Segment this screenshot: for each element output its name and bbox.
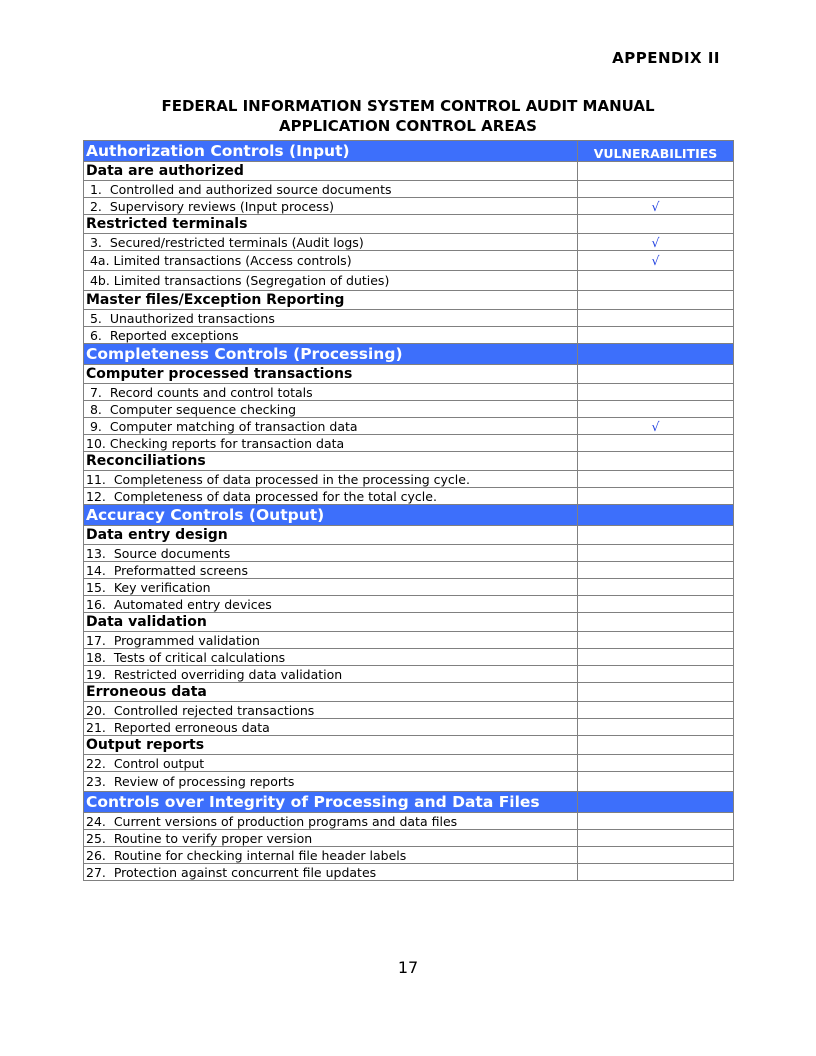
vulnerability-cell [578,310,734,327]
control-item-label: 6. Reported exceptions [84,327,578,344]
vulnerability-cell [578,830,734,847]
vulnerability-cell [578,215,734,234]
vulnerability-cell [578,613,734,632]
vulnerability-cell [578,813,734,830]
group-title: Master files/Exception Reporting [84,291,578,310]
table-row [84,562,734,579]
check-mark-icon: √ [651,198,660,214]
vulnerabilities-header-cell: VULNERABILITIES [578,141,734,162]
section-title: Completeness Controls (Processing) [84,344,578,365]
group-header-row [84,215,734,234]
control-item-label: 25. Routine to verify proper version [84,830,578,847]
vulnerability-cell [578,864,734,881]
table-row [84,596,734,613]
vulnerability-cell [578,384,734,401]
vulnerability-cell [578,251,734,271]
control-item-label: 19. Restricted overriding data validation [84,666,578,683]
table-row [84,488,734,505]
vulnerability-cell [578,181,734,198]
vulnerability-cell [578,234,734,251]
check-mark-icon: √ [651,253,660,268]
group-title: Restricted terminals [84,215,578,234]
control-item-label: 13. Source documents [84,545,578,562]
control-item-label: 27. Protection against concurrent file updates [84,864,578,881]
control-item-label: 11. Completeness of data processed in the processing cycle. [84,471,578,488]
table-row [84,847,734,864]
check-mark-icon: √ [651,418,660,434]
control-item-label: 8. Computer sequence checking [84,401,578,418]
section-header-row [84,792,734,813]
control-item-label: 12. Completeness of data processed for the total cycle. [84,488,578,505]
control-item-label: 20. Controlled rejected transactions [84,702,578,719]
group-header-row [84,683,734,702]
control-item-label: 18. Tests of critical calculations [84,649,578,666]
vulnerability-cell [578,562,734,579]
table-row [84,251,734,271]
vulnerability-cell [578,847,734,864]
table-row [84,702,734,719]
appendix-label: APPENDIX II [612,49,720,67]
group-title: Data entry design [84,526,578,545]
vulnerability-cell [578,488,734,505]
section-title: Controls over Integrity of Processing and Data Files [84,792,578,813]
group-title: Reconciliations [84,452,578,471]
group-header-row [84,613,734,632]
table-row [84,271,734,291]
vulnerability-cell [578,365,734,384]
group-title: Data are authorized [84,162,578,181]
vulnerability-cell [578,719,734,736]
vulnerability-cell [578,452,734,471]
table-row [84,198,734,215]
document-subtitle: APPLICATION CONTROL AREAS [279,117,537,135]
vulnerability-cell [578,579,734,596]
group-header-row [84,291,734,310]
vulnerability-cell [578,271,734,291]
control-areas-table-body [84,141,734,881]
table-row [84,632,734,649]
control-item-label: 22. Control output [84,755,578,772]
control-item-label: 17. Programmed validation [84,632,578,649]
control-item-label: 26. Routine for checking internal file header labels [84,847,578,864]
control-item-label: 10. Checking reports for transaction data [84,435,578,452]
group-title: Computer processed transactions [84,365,578,384]
vulnerabilities-header-cell [578,344,734,365]
section-title: Authorization Controls (Input) [84,141,578,162]
table-row [84,418,734,435]
vulnerability-cell [578,327,734,344]
table-row [84,401,734,418]
control-item-label: 15. Key verification [84,579,578,596]
section-header-row [84,344,734,365]
table-row [84,579,734,596]
vulnerability-cell [578,632,734,649]
table-row [84,234,734,251]
control-item-label: 2. Supervisory reviews (Input process) [84,198,578,215]
control-item-label: 23. Review of processing reports [84,772,578,792]
control-item-label: 24. Current versions of production programs and data files [84,813,578,830]
table-row [84,435,734,452]
group-title: Erroneous data [84,683,578,702]
table-row [84,813,734,830]
vulnerability-cell [578,418,734,435]
section-title: Accuracy Controls (Output) [84,505,578,526]
control-item-label: 5. Unauthorized transactions [84,310,578,327]
check-mark-icon: √ [651,234,660,250]
control-item-label: 7. Record counts and control totals [84,384,578,401]
vulnerability-cell [578,755,734,772]
vulnerability-cell [578,736,734,755]
table-row [84,471,734,488]
vulnerability-cell [578,666,734,683]
control-item-label: 4b. Limited transactions (Segregation of duties) [84,271,578,291]
vulnerability-cell [578,772,734,792]
group-header-row [84,162,734,181]
vulnerability-cell [578,683,734,702]
section-header-row [84,141,734,162]
vulnerability-cell [578,291,734,310]
page-number: 17 [397,958,419,977]
control-areas-table [83,140,734,881]
vulnerabilities-header-cell [578,792,734,813]
control-item-label: 21. Reported erroneous data [84,719,578,736]
control-item-label: 14. Preformatted screens [84,562,578,579]
control-item-label: 1. Controlled and authorized source documents [84,181,578,198]
vulnerability-cell [578,401,734,418]
group-title: Output reports [84,736,578,755]
table-row [84,384,734,401]
table-row [84,755,734,772]
section-header-row [84,505,734,526]
table-row [84,327,734,344]
group-header-row [84,452,734,471]
table-row [84,666,734,683]
vulnerability-cell [578,526,734,545]
group-header-row [84,526,734,545]
vulnerability-cell [578,702,734,719]
vulnerability-cell [578,471,734,488]
vulnerability-cell [578,545,734,562]
table-row [84,310,734,327]
control-item-label: 16. Automated entry devices [84,596,578,613]
vulnerability-cell [578,649,734,666]
vulnerability-cell [578,162,734,181]
vulnerability-cell [578,198,734,215]
group-title: Data validation [84,613,578,632]
table-row [84,181,734,198]
table-row [84,772,734,792]
vulnerabilities-header-cell [578,505,734,526]
table-row [84,830,734,847]
group-header-row [84,736,734,755]
table-row [84,864,734,881]
vulnerability-cell [578,596,734,613]
table-row [84,545,734,562]
control-item-label: 4a. Limited transactions (Access controls) [84,251,578,271]
control-item-label: 9. Computer matching of transaction data [84,418,578,435]
table-row [84,649,734,666]
vulnerability-cell [578,435,734,452]
control-item-label: 3. Secured/restricted terminals (Audit logs) [84,234,578,251]
group-header-row [84,365,734,384]
document-title: FEDERAL INFORMATION SYSTEM CONTROL AUDIT MANUAL [161,97,655,115]
table-row [84,719,734,736]
